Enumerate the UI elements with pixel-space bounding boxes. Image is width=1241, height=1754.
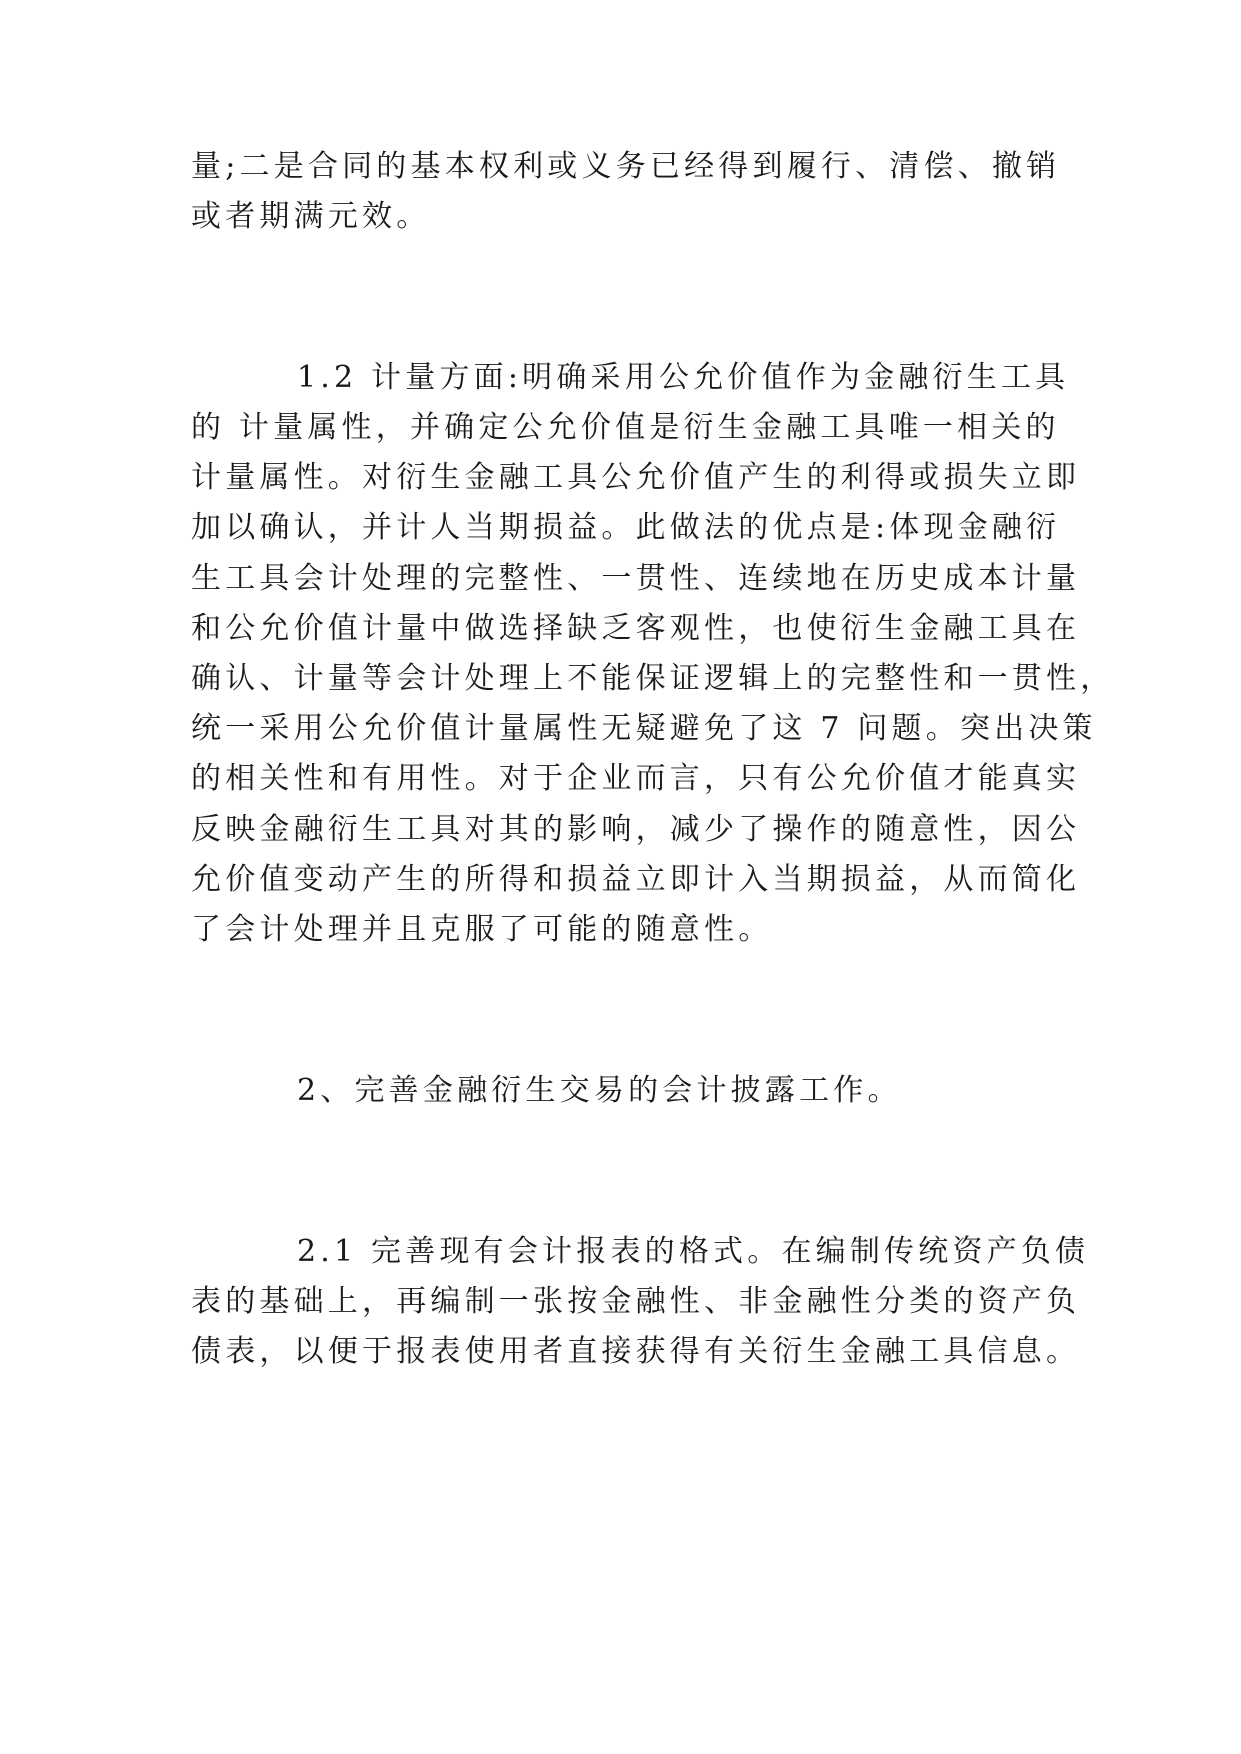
paragraph-line: 的 计量属性，并确定公允价值是衍生金融工具唯一相关的 bbox=[191, 410, 1060, 445]
paragraph-line: 2.1 完善现有会计报表的格式。在编制传统资产负债 bbox=[297, 1234, 1090, 1269]
paragraph-line: 计量属性。对衍生金融工具公允价值产生的利得或损失立即 bbox=[191, 460, 1081, 495]
paragraph-line: 允价值变动产生的所得和损益立即计入当期损益，从而简化 bbox=[191, 862, 1081, 897]
paragraph-line: 生工具会计处理的完整性、一贯性、连续地在历史成本计量 bbox=[191, 561, 1081, 596]
paragraph-line: 统一采用公允价值计量属性无疑避免了这 7 问题。突出决策 bbox=[191, 711, 1097, 746]
paragraph-line: 加以确认，并计人当期损益。此做法的优点是:体现金融衍 bbox=[191, 510, 1061, 545]
paragraph-line: 债表，以便于报表使用者直接获得有关衍生金融工具信息。 bbox=[191, 1334, 1081, 1369]
paragraph-line: 和公允价值计量中做选择缺乏客观性，也使衍生金融工具在 bbox=[191, 611, 1081, 646]
paragraph-line: 1.2 计量方面:明确采用公允价值作为金融衍生工具 bbox=[297, 360, 1070, 395]
paragraph-line: 了会计处理并且克服了可能的随意性。 bbox=[191, 912, 773, 947]
paragraph-line: 的相关性和有用性。对于企业而言，只有公允价值才能真实 bbox=[191, 761, 1081, 796]
paragraph-line: 量;二是合同的基本权利或义务已经得到履行、清偿、撤销 bbox=[191, 149, 1061, 184]
paragraph-line: 反映金融衍生工具对其的影响，减少了操作的随意性，因公 bbox=[191, 812, 1081, 847]
paragraph-line: 或者期满元效。 bbox=[191, 199, 431, 234]
section-heading-text: 2、完善金融衍生交易的会计披露工作。 bbox=[297, 1073, 902, 1108]
paragraph-line: 表的基础上，再编制一张按金融性、非金融性分类的资产负 bbox=[191, 1284, 1081, 1319]
paragraph-line: 确认、计量等会计处理上不能保证逻辑上的完整性和一贯性， bbox=[191, 661, 1115, 696]
